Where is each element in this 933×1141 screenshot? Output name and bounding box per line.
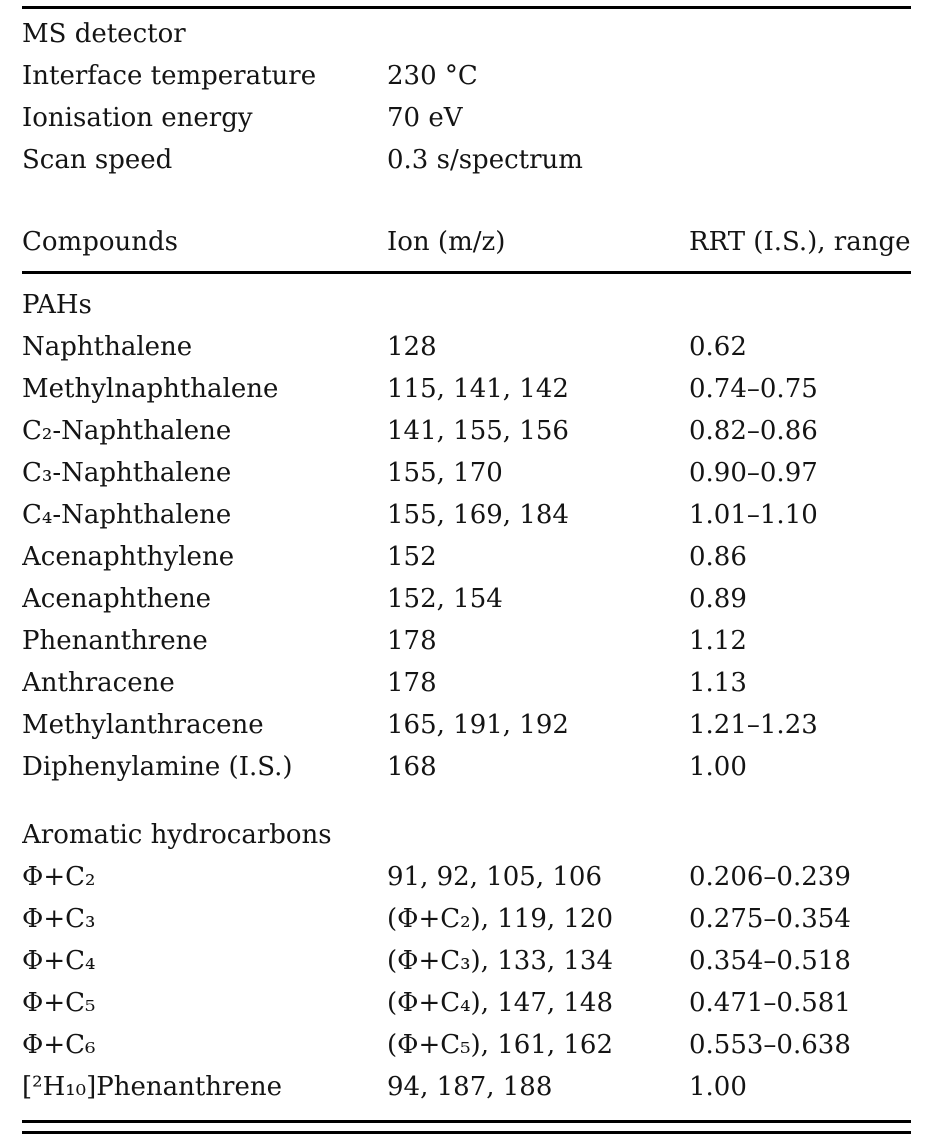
compound-cell: Acenaphthylene xyxy=(22,542,235,572)
ion-cell: 152, 154 xyxy=(387,584,503,614)
compound-cell: Φ+C₆ xyxy=(22,1030,96,1060)
rrt-cell: 0.82–0.86 xyxy=(689,416,818,446)
setting-row xyxy=(22,55,911,97)
compound-cell: Anthracene xyxy=(22,668,175,698)
ion-cell: 168 xyxy=(387,752,437,782)
table-row xyxy=(22,452,911,494)
ion-cell: 115, 141, 142 xyxy=(387,374,569,404)
column-header-ion: Ion (m/z) xyxy=(387,227,506,257)
table-row xyxy=(22,856,911,898)
rrt-cell: 1.12 xyxy=(689,626,747,656)
table-section xyxy=(22,284,911,788)
table-row xyxy=(22,662,911,704)
ion-cell: 155, 169, 184 xyxy=(387,500,569,530)
top-rule xyxy=(22,6,911,9)
table-row xyxy=(22,578,911,620)
table-body xyxy=(22,284,911,1108)
ion-cell: 141, 155, 156 xyxy=(387,416,569,446)
rrt-cell: 1.01–1.10 xyxy=(689,500,818,530)
table-row xyxy=(22,536,911,578)
compound-cell: C₄-Naphthalene xyxy=(22,500,232,530)
rrt-cell: 1.00 xyxy=(689,752,747,782)
setting-label: Scan speed xyxy=(22,145,173,175)
detector-settings-rows xyxy=(22,55,911,181)
compound-cell: Diphenylamine (I.S.) xyxy=(22,752,293,782)
compound-cell: Φ+C₄ xyxy=(22,946,96,976)
compound-cell: [²H₁₀]Phenanthrene xyxy=(22,1072,282,1102)
column-header-rrt: RRT (I.S.), range xyxy=(689,227,911,257)
rrt-cell: 1.13 xyxy=(689,668,747,698)
setting-row xyxy=(22,139,911,181)
ion-cell: (Φ+C₂), 119, 120 xyxy=(387,904,614,934)
table-row xyxy=(22,326,911,368)
table-row xyxy=(22,1024,911,1066)
compound-cell: Acenaphthene xyxy=(22,584,212,614)
table-row xyxy=(22,898,911,940)
ion-cell: 178 xyxy=(387,626,437,656)
table-row xyxy=(22,368,911,410)
table-row xyxy=(22,940,911,982)
section-title: PAHs xyxy=(22,290,92,320)
ion-cell: (Φ+C₄), 147, 148 xyxy=(387,988,614,1018)
rrt-cell: 0.90–0.97 xyxy=(689,458,818,488)
table-section xyxy=(22,814,911,1108)
detector-settings xyxy=(22,13,911,181)
rrt-cell: 0.62 xyxy=(689,332,747,362)
ion-cell: 165, 191, 192 xyxy=(387,710,569,740)
ion-cell: (Φ+C₅), 161, 162 xyxy=(387,1030,614,1060)
column-header-compounds: Compounds xyxy=(22,227,178,257)
rrt-cell: 0.74–0.75 xyxy=(689,374,818,404)
header-rule xyxy=(22,271,911,274)
table-row xyxy=(22,494,911,536)
compound-cell: Phenanthrene xyxy=(22,626,208,656)
compound-cell: C₃-Naphthalene xyxy=(22,458,232,488)
setting-value: 0.3 s/spectrum xyxy=(387,145,583,175)
compound-cell: Φ+C₂ xyxy=(22,862,96,892)
rrt-cell: 0.89 xyxy=(689,584,747,614)
rrt-cell: 0.471–0.581 xyxy=(689,988,851,1018)
ion-cell: (Φ+C₃), 133, 134 xyxy=(387,946,614,976)
table-row xyxy=(22,410,911,452)
rrt-cell: 0.86 xyxy=(689,542,747,572)
rrt-cell: 0.206–0.239 xyxy=(689,862,851,892)
compound-cell: Naphthalene xyxy=(22,332,193,362)
rrt-cell: 0.553–0.638 xyxy=(689,1030,851,1060)
table-row xyxy=(22,704,911,746)
rrt-cell: 1.21–1.23 xyxy=(689,710,818,740)
table-row xyxy=(22,746,911,788)
compound-cell: Φ+C₃ xyxy=(22,904,96,934)
compound-cell: Methylanthracene xyxy=(22,710,264,740)
ion-cell: 128 xyxy=(387,332,437,362)
compound-cell: Φ+C₅ xyxy=(22,988,96,1018)
setting-label: Ionisation energy xyxy=(22,103,253,133)
bottom-rule xyxy=(22,1120,911,1134)
rrt-cell: 1.00 xyxy=(689,1072,747,1102)
compound-cell: C₂-Naphthalene xyxy=(22,416,232,446)
section-title: Aromatic hydrocarbons xyxy=(22,820,332,850)
table-row xyxy=(22,982,911,1024)
table-row xyxy=(22,620,911,662)
setting-label: Interface temperature xyxy=(22,61,317,91)
setting-row xyxy=(22,97,911,139)
ion-cell: 94, 187, 188 xyxy=(387,1072,553,1102)
ion-cell: 155, 170 xyxy=(387,458,503,488)
ion-cell: 152 xyxy=(387,542,437,572)
setting-value: 230 °C xyxy=(387,61,478,91)
compound-cell: Methylnaphthalene xyxy=(22,374,279,404)
setting-value: 70 eV xyxy=(387,103,463,133)
ion-cell: 91, 92, 105, 106 xyxy=(387,862,603,892)
rrt-cell: 0.354–0.518 xyxy=(689,946,851,976)
ion-cell: 178 xyxy=(387,668,437,698)
table-header-row xyxy=(22,221,911,263)
rrt-cell: 0.275–0.354 xyxy=(689,904,851,934)
detector-settings-title: MS detector xyxy=(22,19,186,49)
table-row xyxy=(22,1066,911,1108)
